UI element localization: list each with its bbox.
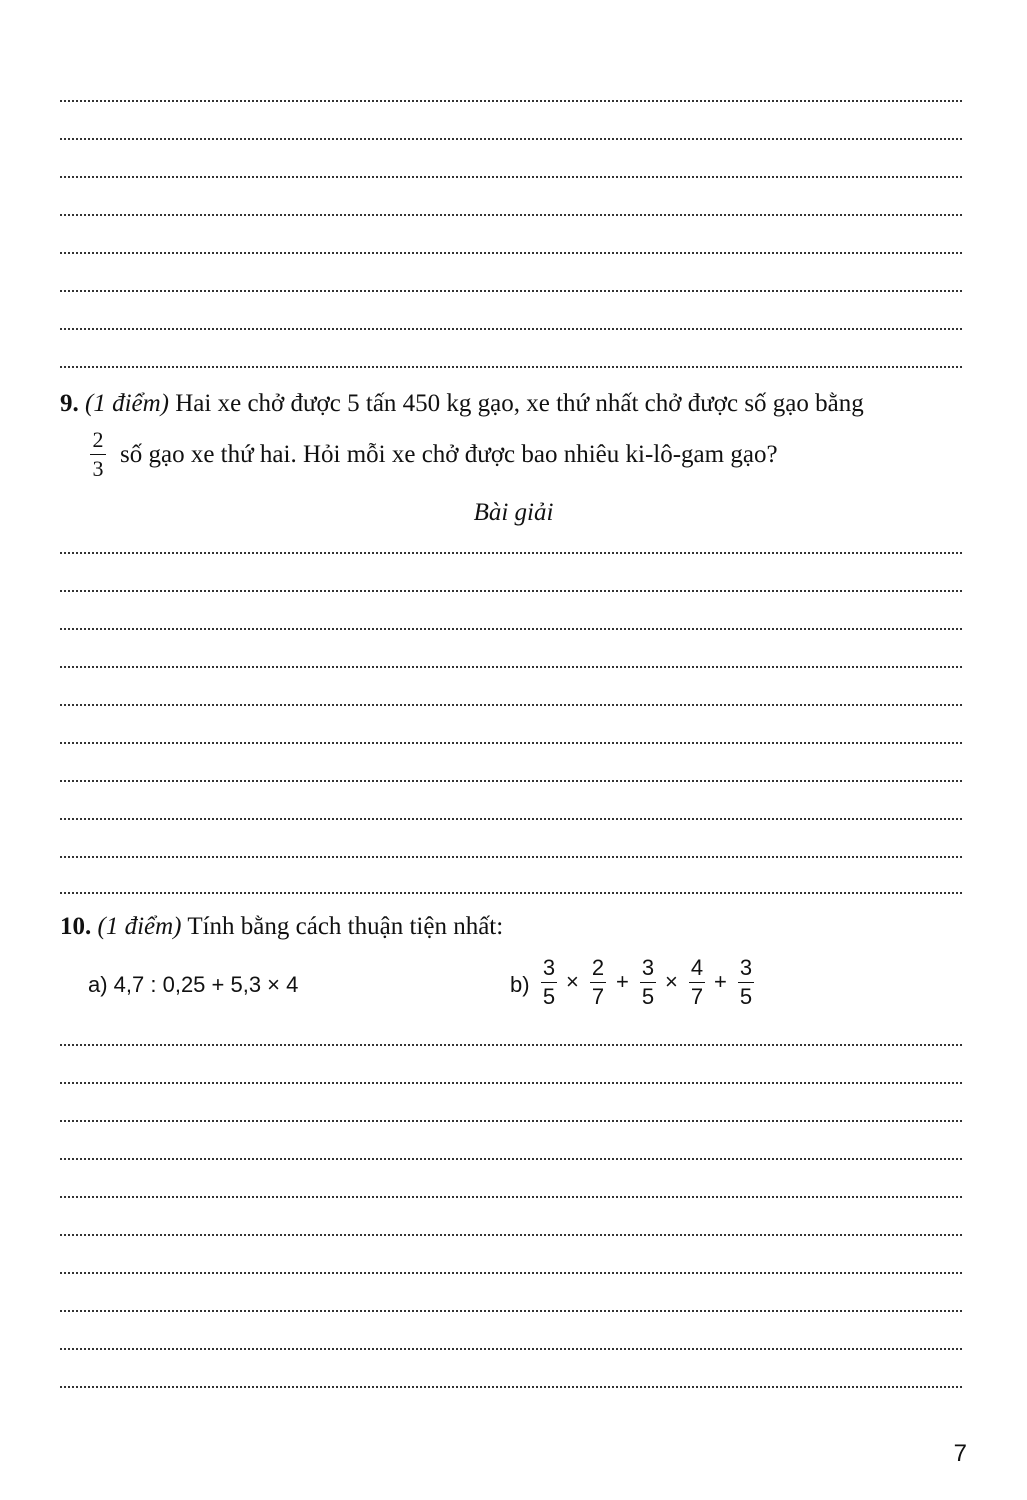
answer-line (60, 1272, 962, 1274)
answer-line (60, 176, 962, 178)
answer-line (60, 1044, 962, 1046)
fraction-denominator: 5 (641, 984, 655, 1009)
answer-line (60, 666, 962, 668)
answer-line (60, 252, 962, 254)
part-b-fraction-5 (738, 956, 754, 1009)
question-text: Hai xe chở được 5 tấn 450 kg gạo, xe thứ nhất chở được số gạo bằng (175, 390, 864, 417)
operator-plus: + (714, 969, 727, 994)
fraction-numerator: 3 (542, 955, 556, 980)
part-b-fraction-2 (590, 956, 606, 1009)
answer-line (60, 1158, 962, 1160)
fraction-denominator: 7 (591, 984, 605, 1009)
question-points: (1 điểm) (97, 913, 182, 940)
part-b-label: b) (510, 972, 530, 997)
answer-line (60, 742, 962, 744)
fraction-bar (689, 982, 705, 983)
page-number: 7 (953, 1440, 967, 1467)
operator-plus: + (616, 969, 629, 994)
fraction-bar (640, 982, 656, 983)
fraction-denominator: 5 (739, 984, 753, 1009)
fraction-denominator: 3 (92, 456, 104, 481)
part-b-fraction-3 (640, 956, 656, 1009)
question-points: (1 điểm) (85, 390, 169, 417)
question-10-line-1 (60, 912, 503, 942)
fraction-two-thirds (90, 428, 106, 481)
answer-line (60, 818, 962, 820)
fraction-bar (738, 982, 754, 983)
fraction-numerator: 2 (92, 427, 104, 452)
question-9-line-2: số gạo xe thứ hai. Hỏi mỗi xe chở được bao nhiêu ki-lô-gam gạo? (120, 441, 778, 468)
answer-line (60, 628, 962, 630)
question-9-line-1 (60, 389, 864, 419)
fraction-numerator: 4 (690, 955, 704, 980)
part-a-expression: a) 4,7 : 0,25 + 5,3 × 4 (88, 972, 299, 997)
solution-heading: Bài giải (473, 499, 554, 526)
fraction-numerator: 3 (739, 955, 753, 980)
answer-line (60, 780, 962, 782)
fraction-numerator: 2 (591, 955, 605, 980)
answer-line (60, 214, 962, 216)
question-number: 9. (60, 390, 79, 417)
question-text: Tính bằng cách thuận tiện nhất: (187, 913, 504, 940)
question-number: 10. (60, 913, 92, 940)
answer-line (60, 856, 962, 858)
fraction-bar (90, 454, 106, 455)
part-b-fraction-4 (689, 956, 705, 1009)
answer-line (60, 892, 962, 894)
answer-line (60, 552, 962, 554)
answer-line (60, 590, 962, 592)
answer-line (60, 290, 962, 292)
fraction-numerator: 3 (641, 955, 655, 980)
answer-line (60, 366, 962, 368)
answer-line (60, 328, 962, 330)
answer-line (60, 1120, 962, 1122)
operator-multiply: × (665, 969, 678, 994)
fraction-denominator: 7 (690, 984, 704, 1009)
answer-line (60, 1082, 962, 1084)
fraction-bar (541, 982, 557, 983)
fraction-denominator: 5 (542, 984, 556, 1009)
answer-line (60, 1310, 962, 1312)
part-b-fraction-1 (541, 956, 557, 1009)
answer-line (60, 1196, 962, 1198)
operator-multiply: × (566, 969, 579, 994)
answer-line (60, 100, 962, 102)
fraction-bar (590, 982, 606, 983)
answer-line (60, 704, 962, 706)
answer-line (60, 138, 962, 140)
answer-line (60, 1234, 962, 1236)
answer-line (60, 1386, 962, 1388)
answer-line (60, 1348, 962, 1350)
